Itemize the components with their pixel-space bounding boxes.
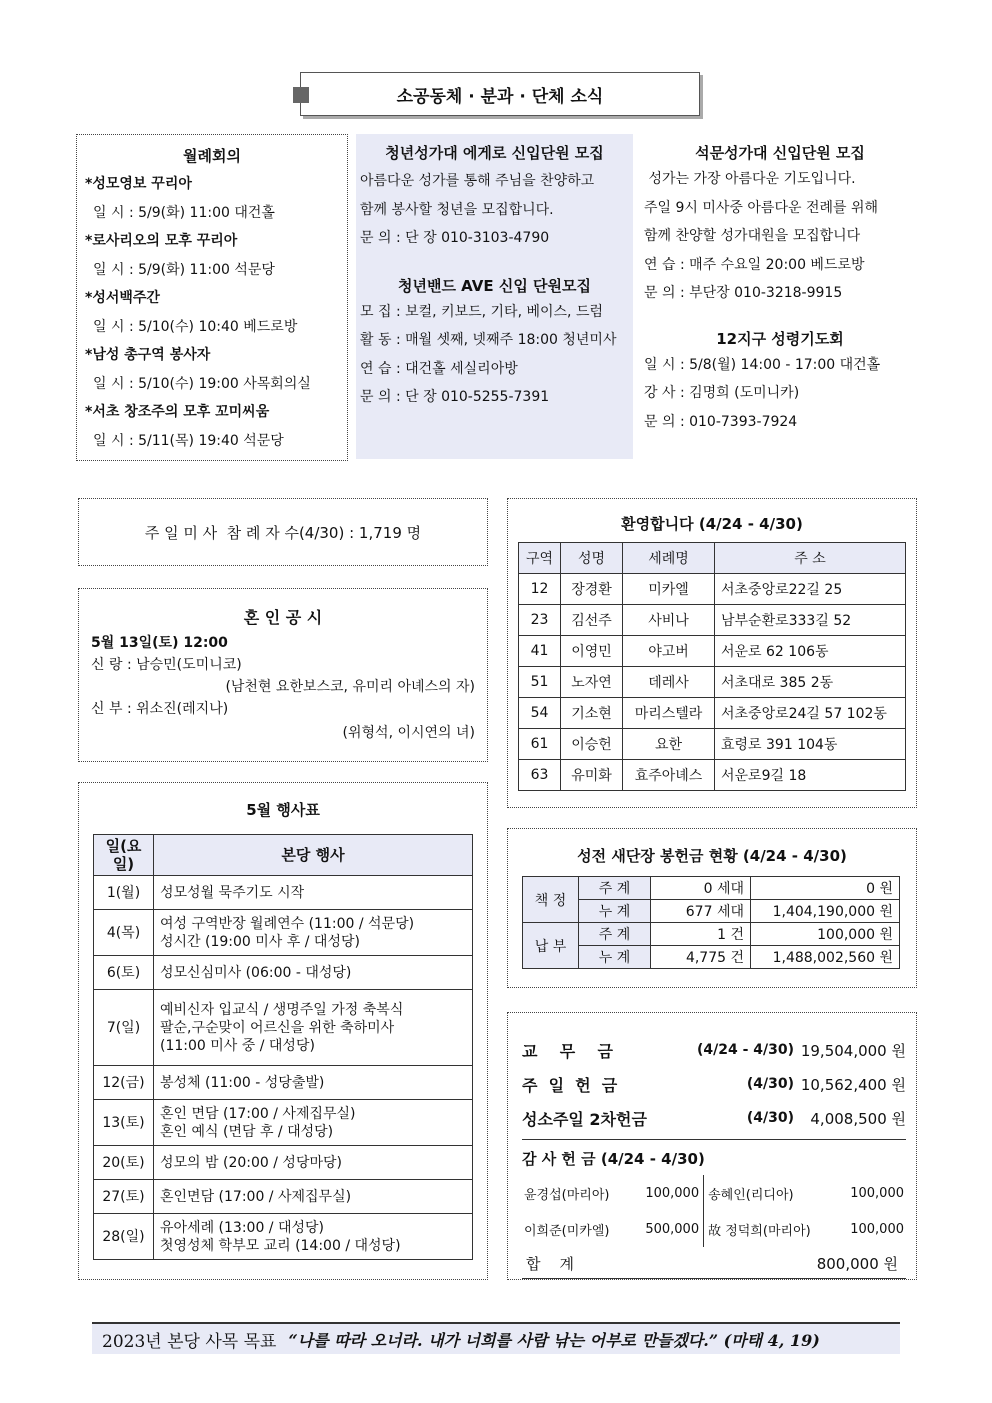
district-prayer-line: 일 시 : 5/8(월) 14:00 - 17:00 대건홀 xyxy=(644,356,881,373)
welcome-cell: 사비나 xyxy=(623,605,715,636)
table-row xyxy=(94,1180,473,1214)
schedule-event: 성모신심미사 (06:00 - 대성당) xyxy=(160,964,352,981)
schedule-title: 5월 행사표 xyxy=(246,801,320,819)
welcome-cell: 노자연 xyxy=(561,667,623,698)
finance-amount: 19,504,000 원 xyxy=(800,1041,906,1060)
table-row xyxy=(522,1211,906,1247)
welcome-cell: 장경환 xyxy=(561,574,623,605)
table-row xyxy=(94,1146,473,1180)
schedule-header-event: 본당 행사 xyxy=(154,835,473,876)
welcome-title: 환영합니다 (4/24 - 4/30) xyxy=(621,515,803,533)
schedule-event: 성모의 밤 (20:00 / 성당마당) xyxy=(160,1154,342,1171)
schedule-event: 혼인면담 (17:00 / 사제집무실) xyxy=(160,1188,352,1205)
total-amount: 800,000 원 xyxy=(816,1255,898,1273)
table-row xyxy=(519,605,906,636)
youth-choir-title: 청년성가대 에게로 신입단원 모집 xyxy=(385,144,604,162)
youth-band-line: 모 집 : 보컬, 키보드, 기타, 베이스, 드럼 xyxy=(360,303,604,320)
finance-label: 성소주일 2차헌금 xyxy=(522,1109,647,1129)
meeting-name: *남성 총구역 봉사자 xyxy=(85,347,211,363)
finance-amount: 4,008,500 원 xyxy=(810,1109,906,1128)
meeting-detail: 일 시 : 5/10(수) 10:40 베드로방 xyxy=(93,318,298,335)
table-row xyxy=(523,877,900,900)
schedule-event: 여성 구역반장 월례연수 (11:00 / 석문당) xyxy=(160,915,415,932)
youth-choir-line: 아름다운 성가를 통해 주님을 찬양하고 xyxy=(360,173,595,189)
table-row xyxy=(94,876,473,910)
finance-label: 주 일 헌 금 xyxy=(522,1075,618,1095)
groom-line: 신 랑 : 남승민(도미니코) xyxy=(91,657,242,673)
bride-line: 신 부 : 위소진(레지나) xyxy=(91,701,229,717)
thanks-cell: 100,000 xyxy=(631,1175,704,1211)
welcome-header-address: 주 소 xyxy=(715,543,906,574)
schedule-event: (11:00 미사 중 / 대성당) xyxy=(160,1037,315,1054)
schedule-event: 성모성월 묵주기도 시작 xyxy=(160,884,305,901)
district-prayer-line: 강 사 : 김명희 (도미니카) xyxy=(644,385,800,401)
seokmun-choir-line: 문 의 : 부단장 010-3218-9915 xyxy=(644,285,843,301)
fund-amount: 100,000 원 xyxy=(751,923,900,946)
welcome-cell: 23 xyxy=(519,605,561,636)
schedule-event: 팔순,구순맞이 어르신을 위한 축하미사 xyxy=(160,1019,395,1036)
schedule-event: 혼인 예식 (면담 후 / 대성당) xyxy=(160,1123,334,1140)
schedule-day: 28(일) xyxy=(94,1214,154,1260)
finance-row xyxy=(522,1033,906,1067)
welcome-cell: 41 xyxy=(519,636,561,667)
bride-parents: (위형석, 이시연의 녀) xyxy=(342,725,475,741)
finance-period: (4/30) xyxy=(746,1076,794,1092)
finance-period: (4/24 - 4/30) xyxy=(696,1042,794,1058)
meeting-detail: 일 시 : 5/9(화) 11:00 석문당 xyxy=(93,261,275,278)
welcome-cell: 야고버 xyxy=(623,636,715,667)
welcome-cell: 61 xyxy=(519,729,561,760)
thanks-cell: 윤경섭(마리아) xyxy=(524,1187,610,1203)
table-row xyxy=(519,574,906,605)
finance-box xyxy=(507,1012,917,1280)
welcome-header-district: 구역 xyxy=(519,543,561,574)
welcome-header-baptism: 세례명 xyxy=(623,543,715,574)
schedule-events xyxy=(154,1214,473,1260)
welcome-cell: 63 xyxy=(519,760,561,791)
seokmun-choir-line: 성가는 가장 아름다운 기도입니다. xyxy=(644,171,856,187)
parish-motto xyxy=(92,1322,900,1354)
welcome-cell: 12 xyxy=(519,574,561,605)
welcome-cell: 서초중앙로24길 57 102동 xyxy=(715,698,906,729)
table-row xyxy=(523,923,900,946)
schedule-day: 12(금) xyxy=(94,1066,154,1100)
welcome-cell: 효주아녜스 xyxy=(623,760,715,791)
youth-band-line: 활 동 : 매월 셋째, 넷째주 18:00 청년미사 xyxy=(360,332,617,348)
schedule-event: 성시간 (19:00 미사 후 / 대성당) xyxy=(160,933,360,950)
thanks-cell: 송혜인(리디아) xyxy=(708,1187,794,1203)
table-row xyxy=(519,698,906,729)
fund-period: 주 계 xyxy=(579,923,651,946)
youth-band-line: 문 의 : 단 장 010-5255-7391 xyxy=(360,389,550,405)
fund-period: 누 계 xyxy=(579,946,651,969)
finance-row xyxy=(522,1101,906,1135)
seokmun-choir-line: 연 습 : 매주 수요일 20:00 베드로방 xyxy=(644,256,865,273)
youth-box xyxy=(356,134,633,459)
table-row xyxy=(523,946,900,969)
fund-group-label: 책 정 xyxy=(523,877,579,923)
welcome-cell: 데레사 xyxy=(623,667,715,698)
meeting-detail: 일 시 : 5/11(목) 19:40 석문당 xyxy=(93,432,284,449)
total-label: 합 계 xyxy=(526,1255,575,1273)
groom-parents: (남천현 요한보스코, 유미리 아녜스의 자) xyxy=(225,679,475,695)
table-row xyxy=(94,990,473,1066)
table-row xyxy=(94,910,473,956)
fund-amount: 1,488,002,560 원 xyxy=(751,946,900,969)
welcome-cell: 서운로9길 18 xyxy=(715,760,906,791)
section-title: 소공동체 · 분과 · 단체 소식 xyxy=(396,86,604,107)
thanks-cell: 100,000 xyxy=(850,1185,904,1201)
youth-band-title: 청년밴드 AVE 신입 단원모집 xyxy=(397,276,591,295)
schedule-day: 4(목) xyxy=(94,910,154,956)
meeting-name: *성모영보 꾸리아 xyxy=(85,176,192,192)
youth-choir-line: 함께 봉사할 청년을 모집합니다. xyxy=(360,201,554,218)
youth-band-line: 연 습 : 대건홀 세실리아방 xyxy=(360,360,518,377)
welcome-cell: 남부순환로333길 52 xyxy=(715,605,906,636)
table-row xyxy=(519,636,906,667)
fund-group-label: 납 부 xyxy=(523,923,579,969)
finance-label: 교 무 금 xyxy=(522,1041,613,1061)
welcome-cell: 요한 xyxy=(623,729,715,760)
schedule-event: 유아세례 (13:00 / 대성당) xyxy=(160,1219,325,1236)
schedule-events xyxy=(154,1180,473,1214)
thanks-cell: 500,000 xyxy=(631,1211,704,1247)
welcome-cell: 이승헌 xyxy=(561,729,623,760)
seokmun-choir-line: 함께 찬양할 성가대원을 모집합니다 xyxy=(644,228,861,244)
table-row xyxy=(94,1066,473,1100)
schedule-day: 1(월) xyxy=(94,876,154,910)
motto-prefix: 2023년 본당 사목 목표 xyxy=(102,1331,277,1352)
schedule-day: 27(토) xyxy=(94,1180,154,1214)
district-prayer-line: 문 의 : 010-7393-7924 xyxy=(644,413,798,430)
welcome-cell: 효령로 391 104동 xyxy=(715,729,906,760)
schedule-events xyxy=(154,1066,473,1100)
thanks-cell: 故 정덕희(마리아) xyxy=(708,1223,811,1239)
welcome-cell: 유미화 xyxy=(561,760,623,791)
fund-count: 677 세대 xyxy=(651,900,751,923)
meeting-detail: 일 시 : 5/9(화) 11:00 대건홀 xyxy=(93,204,275,221)
welcome-cell: 마리스텔라 xyxy=(623,698,715,729)
seokmun-choir-title: 석문성가대 신입단원 모집 xyxy=(695,144,865,162)
seokmun-box xyxy=(640,134,920,464)
district-prayer-title: 12지구 성령기도회 xyxy=(716,329,844,348)
schedule-event: 혼인 면담 (17:00 / 사제집무실) xyxy=(160,1105,356,1122)
marriage-title: 혼 인 공 시 xyxy=(243,608,323,627)
welcome-cell: 이영민 xyxy=(561,636,623,667)
table-row xyxy=(519,729,906,760)
schedule-events xyxy=(154,956,473,990)
building-fund-box xyxy=(507,828,917,988)
building-fund-table xyxy=(522,876,900,969)
welcome-cell: 기소현 xyxy=(561,698,623,729)
schedule-events xyxy=(154,1146,473,1180)
marriage-box xyxy=(78,588,488,762)
finance-amount: 10,562,400 원 xyxy=(800,1075,906,1094)
schedule-event: 봉성체 (11:00 - 성당출발) xyxy=(160,1074,325,1091)
fund-amount: 0 원 xyxy=(751,877,900,900)
schedule-events xyxy=(154,876,473,910)
thanks-table xyxy=(522,1175,906,1247)
finance-period: (4/30) xyxy=(746,1110,794,1126)
meeting-name: *성서백주간 xyxy=(85,290,160,306)
welcome-cell: 54 xyxy=(519,698,561,729)
fund-amount: 1,404,190,000 원 xyxy=(751,900,900,923)
welcome-cell: 51 xyxy=(519,667,561,698)
table-row xyxy=(519,667,906,698)
welcome-table xyxy=(518,542,906,791)
seokmun-choir-line: 주일 9시 미사중 아름다운 전례를 위해 xyxy=(644,199,879,216)
table-row xyxy=(519,760,906,791)
table-row xyxy=(94,1214,473,1260)
welcome-cell: 서운로 62 106동 xyxy=(715,636,906,667)
welcome-header-name: 성명 xyxy=(561,543,623,574)
schedule-table xyxy=(93,834,473,1260)
schedule-day: 7(일) xyxy=(94,990,154,1066)
meeting-name: *서초 창조주의 모후 꼬미씨움 xyxy=(85,404,270,420)
marriage-date: 5월 13일(토) 12:00 xyxy=(91,635,228,651)
fund-count: 0 세대 xyxy=(651,877,751,900)
schedule-events xyxy=(154,990,473,1066)
fund-count: 1 건 xyxy=(651,923,751,946)
schedule-box xyxy=(78,782,488,1280)
schedule-events xyxy=(154,910,473,956)
thanks-cell: 100,000 xyxy=(850,1221,904,1237)
fund-period: 주 계 xyxy=(579,877,651,900)
monthly-meeting-box xyxy=(76,134,348,461)
schedule-day: 20(토) xyxy=(94,1146,154,1180)
thanks-cell: 이희준(미카엘) xyxy=(524,1223,610,1239)
section-header xyxy=(300,72,700,116)
schedule-day: 6(토) xyxy=(94,956,154,990)
youth-choir-line: 문 의 : 단 장 010-3103-4790 xyxy=(360,230,550,246)
welcome-cell: 서초대로 385 2동 xyxy=(715,667,906,698)
schedule-day: 13(토) xyxy=(94,1100,154,1146)
schedule-events xyxy=(154,1100,473,1146)
welcome-cell: 김선주 xyxy=(561,605,623,636)
thanks-title: 감 사 헌 금 (4/24 - 4/30) xyxy=(522,1150,705,1168)
monthly-meeting-title: 월례회의 xyxy=(183,147,241,165)
table-row xyxy=(94,1100,473,1146)
fund-count: 4,775 건 xyxy=(651,946,751,969)
welcome-cell: 미카엘 xyxy=(623,574,715,605)
table-row xyxy=(523,900,900,923)
meeting-detail: 일 시 : 5/10(수) 19:00 사목회의실 xyxy=(93,375,311,392)
schedule-event: 첫영성체 학부모 교리 (14:00 / 대성당) xyxy=(160,1237,401,1254)
welcome-box xyxy=(507,498,917,808)
welcome-cell: 서초중앙로22길 25 xyxy=(715,574,906,605)
fund-period: 누 계 xyxy=(579,900,651,923)
schedule-event: 예비신자 입교식 / 생명주일 가정 축복식 xyxy=(160,1001,404,1018)
meeting-name: *로사리오의 모후 꾸리아 xyxy=(85,233,238,249)
header-square-icon xyxy=(293,87,309,103)
table-row xyxy=(94,956,473,990)
table-row xyxy=(522,1175,906,1211)
schedule-header-day: 일(요일) xyxy=(94,835,154,876)
attendance-box xyxy=(78,498,488,566)
finance-row xyxy=(522,1067,906,1101)
attendance-text: 주 일 미 사 참 례 자 수(4/30) : 1,719 명 xyxy=(144,523,422,542)
motto-quote: “나를 따라 오너라. 내가 너희를 사람 낚는 어부로 만들겠다.” (마태 4, 19) xyxy=(288,1330,820,1350)
building-fund-title: 성전 새단장 봉헌금 현황 (4/24 - 4/30) xyxy=(577,847,847,865)
